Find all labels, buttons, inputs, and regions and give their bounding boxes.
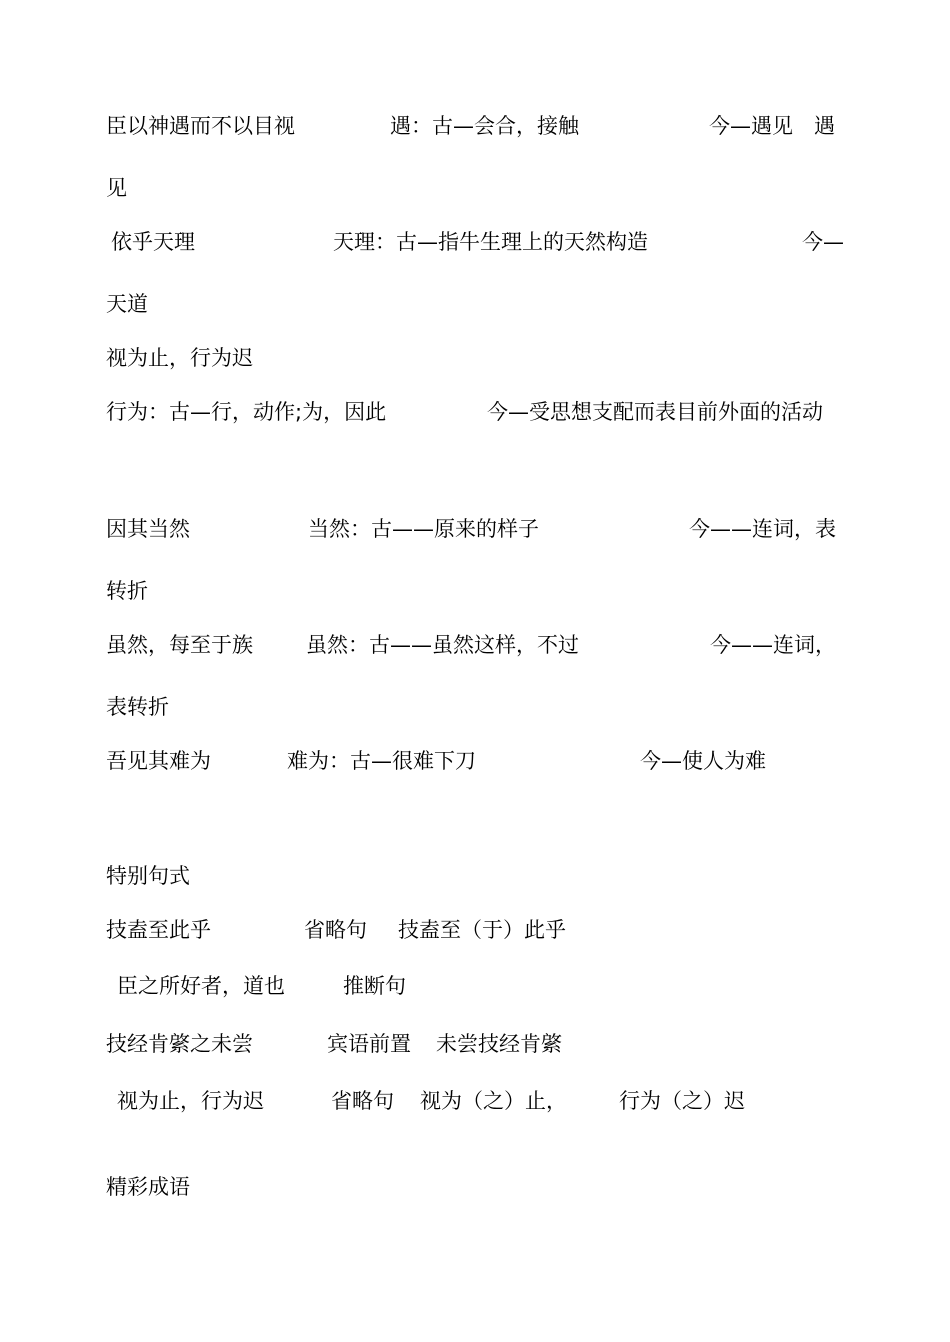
pattern-2-type: 推断句 [343, 974, 406, 998]
word-4-sentence: 因其当然 [106, 517, 190, 541]
word-2-modern: 今— [802, 230, 844, 254]
pattern-4-type: 省略句 [331, 1089, 394, 1113]
word-1-modern: 今—遇见 遇 [709, 114, 835, 138]
pattern-1-restored: 技盍至（于）此乎 [398, 918, 566, 942]
word-6-sentence: 吾见其难为 [106, 749, 211, 773]
word-1-term: 遇：古—会合，接触 [390, 114, 579, 138]
pattern-1-type: 省略句 [304, 918, 367, 942]
word-2-sentence: 依乎天理 [111, 230, 195, 254]
pattern-4-restored-cont: 行为（之）迟 [619, 1089, 745, 1113]
pattern-1-sentence: 技盍至此乎 [106, 918, 211, 942]
pattern-3-restored: 未尝技经肯綮 [436, 1032, 562, 1056]
word-3-term: 行为：古—行，动作;为，因此 [106, 400, 387, 424]
pattern-3-sentence: 技经肯綮之未尝 [106, 1032, 253, 1056]
word-3-sentence: 视为止，行为迟 [106, 346, 253, 370]
section-heading-idioms: 精彩成语 [106, 1175, 190, 1199]
word-6-modern: 今—使人为难 [640, 749, 766, 773]
pattern-3-type: 宾语前置 [327, 1032, 411, 1056]
word-5-term: 虽然：古——虽然这样，不过 [306, 633, 579, 657]
pattern-4-restored: 视为（之）止， [420, 1089, 567, 1113]
pattern-2-sentence: 臣之所好者，道也 [117, 974, 285, 998]
word-6-term: 难为：古—很难下刀 [287, 749, 476, 773]
word-5-sentence: 虽然，每至于族 [106, 633, 253, 657]
word-2-term: 天理：古—指牛生理上的天然构造 [333, 230, 648, 254]
pattern-4-sentence: 视为止，行为迟 [117, 1089, 264, 1113]
word-3-modern: 今—受思想支配而表目前外面的活动 [487, 400, 823, 424]
word-1-sentence: 臣以神遇而不以目视 [106, 114, 295, 138]
word-1-modern-cont: 见 [106, 176, 127, 200]
word-4-modern: 今——连词，表 [689, 517, 836, 541]
word-4-term: 当然：古——原来的样子 [308, 517, 539, 541]
word-5-modern: 今——连词， [710, 633, 836, 657]
section-heading-special-patterns: 特别句式 [106, 864, 190, 888]
word-4-modern-cont: 转折 [106, 579, 148, 603]
word-5-modern-cont: 表转折 [106, 695, 169, 719]
word-2-modern-cont: 天道 [106, 292, 148, 316]
